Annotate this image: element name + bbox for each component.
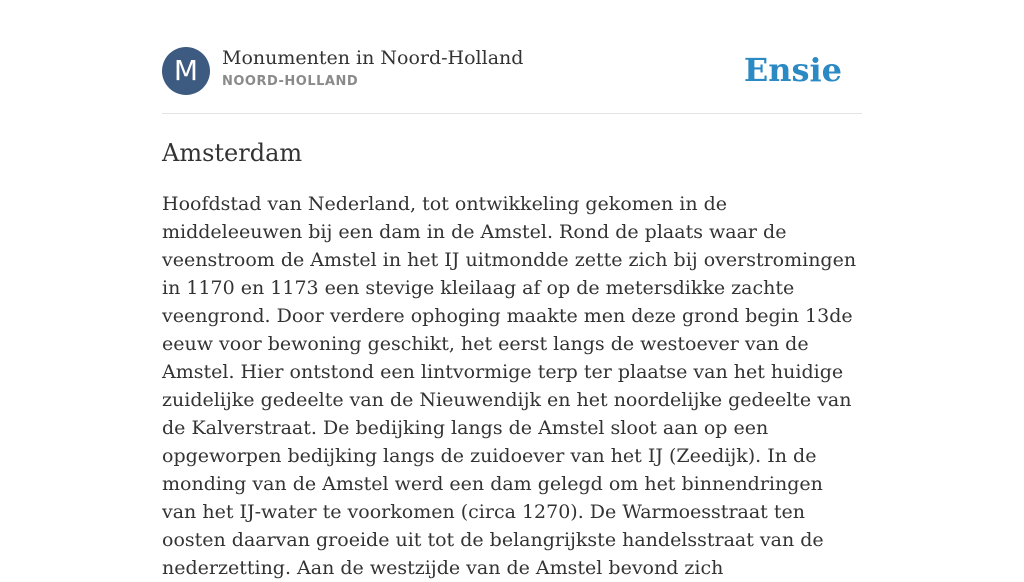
article-body: Hoofdstad van Nederland, tot ontwikkeling gekomen in de middeleeuwen bij een dam in de Amstel. Rond de plaats waar de veenstroom de Amstel in het IJ uitmondde zette zich bij overstromingen in 1170 en 1173 een stevige kleilaag af op de metersdikke zachte veengrond. Door verdere ophoging maakte men deze grond begin 13de eeuw voor bewoning geschikt, het eerst langs de westoever van de Amstel. Hier ontstond een lintvormige terp ter plaatse van het huidige zuidelijke gedeelte van de Nieuwendijk en het noordelijke gedeelte van de Kalverstraat. De bedijking langs de Amstel sloot aan op een opgeworpen bedijking langs de zuidoever van het IJ (Zeedijk). In de monding van de Amstel werd een dam gelegd om het binnendringen van het IJ-water te voorkomen (circa 1270). De Warmoesstraat ten oosten daarvan groeide uit tot de belangrijkste handelsstraat van de nederzetting. Aan de westzijde van de Amstel bevond zich — [162, 193, 857, 579]
ensie-logo[interactable]: Ensie — [743, 51, 842, 89]
header-divider — [162, 113, 862, 114]
site-subtitle[interactable]: NOORD-HOLLAND — [222, 74, 359, 89]
site-header — [162, 46, 862, 96]
page-title: Amsterdam — [162, 139, 303, 167]
avatar[interactable]: M — [162, 47, 210, 95]
site-title[interactable]: Monumenten in Noord-Holland — [222, 47, 524, 69]
